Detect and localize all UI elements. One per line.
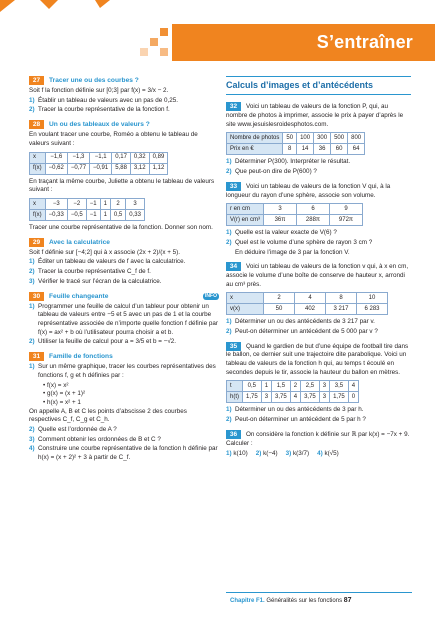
question-item: 2) Que peut-on dire de P(600) ? xyxy=(226,168,317,176)
question-item: 1) Programmer une feuille de calcul d’un tableur pour obtenir un tableau de valeurs entre −5 et 5 avec un pas de 1 et la courbe représentative associée de n’importe quelle fonction f définie par f(x) = ax² + b où l’utilisateur pourra choisir a et b. xyxy=(29,302,218,336)
exercise-text: Voici un tableau de valeurs de la fonction v qui, à x en cm, associe le volume d’une boîte de conserve de hauteur x, arrondi au cm³ près. xyxy=(226,263,409,288)
info-badge: INFO xyxy=(205,292,217,299)
part-item: 3) k(3/7) xyxy=(285,450,310,458)
parts-row xyxy=(226,450,411,459)
exercise-text: En traçant la même courbe, Juliette a obtenu le tableau de valeurs suivant : xyxy=(29,177,215,194)
exercise-30 xyxy=(29,292,219,348)
corner-decoration-top xyxy=(0,0,435,20)
bullet-item: • h(x) = x² + 1 xyxy=(43,398,81,406)
exercise-title: Famille de fonctions xyxy=(49,353,113,361)
exercise-title: Feuille changeante xyxy=(49,292,109,300)
exercise-27 xyxy=(29,76,219,115)
exercise-number: 29 xyxy=(29,238,44,247)
values-table: r en cm 3 6 9 V(r) en cm³ 36π 288π 972π xyxy=(226,203,363,226)
question-item: 3) Comment obtenir les ordonnées de B et C ? xyxy=(29,435,161,443)
values-table: x −1,6 −1,3 −1,1 0,17 0,32 0,89 f(x) −0,62 −0,77 −0,91 5,88 3,12 1,12 xyxy=(29,152,168,175)
exercise-number: 33 xyxy=(226,182,241,191)
values-table: t 0,5 1 1,5 2 2,5 3 3,5 4 h(t) 1,75 3 3,75 4 3,75 3 1,75 0 xyxy=(226,380,359,403)
question-item: 2) Peut-on déterminer un antécédent de 5 par h ? xyxy=(226,416,366,424)
part-item: 2) k(−4) xyxy=(255,450,278,458)
footer-chapter: Chapitre F1. xyxy=(230,598,265,604)
exercise-28 xyxy=(29,120,219,233)
question-item: 1) Déterminer un ou des antécédents de 3 217 par v. xyxy=(226,318,375,326)
exercise-title: Avec la calculatrice xyxy=(49,238,110,246)
exercise-text: Tracer une courbe représentative de la fonction. Donner son nom. xyxy=(29,224,213,231)
banner-bar xyxy=(172,24,435,61)
question-item: 1) Déterminer P(300). Interpréter le résultat. xyxy=(226,158,351,166)
question-item: 2) Tracer la courbe représentative C_f de f. xyxy=(29,268,151,276)
section-heading: Calculs d’images et d’antécédents xyxy=(226,76,411,95)
page-number: 87 xyxy=(343,597,352,604)
exercise-35 xyxy=(226,342,411,425)
exercise-number: 36 xyxy=(226,430,241,439)
part-item: 1) k(10) xyxy=(226,450,248,458)
exercise-text: Soit f définie sur [−4;2] qui à x associe (2x + 2)/(x + 5). xyxy=(29,248,181,256)
question-item: 1) Quelle est la valeur exacte de V(6) ? xyxy=(226,229,337,237)
bullet-item: • f(x) = x² xyxy=(43,381,69,389)
exercise-34 xyxy=(226,262,411,336)
exercise-text: En déduire l’image de 3 par la fonction V. xyxy=(235,248,350,256)
right-column xyxy=(226,76,411,464)
chapter-banner xyxy=(0,24,435,61)
question-item: 1) Établir un tableau de valeurs avec un pas de 0,25. xyxy=(29,96,179,104)
footer-rule xyxy=(226,592,412,593)
question-item: 3) Vérifier le tracé sur l’écran de la calculatrice. xyxy=(29,277,162,285)
exercise-33 xyxy=(226,182,411,257)
question-item: 2) Tracer la courbe représentative de la fonction f. xyxy=(29,106,170,114)
exercise-number: 28 xyxy=(29,120,44,129)
exercise-text: Voici un tableau de valeurs de la fonction V qui, à la longueur du rayon d’une sphère, associe son volume. xyxy=(226,182,391,199)
exercise-title: Un ou des tableaux de valeurs ? xyxy=(49,121,150,129)
question-item: 2) Peut-on déterminer un antécédent de 5 000 par v ? xyxy=(226,328,378,336)
exercise-text: Soit f la fonction définie sur [0;3] par f(x) = 3/x − 2. xyxy=(29,87,169,95)
exercise-number: 35 xyxy=(226,342,241,351)
question-item: 1) Sur un même graphique, tracer les courbes représentatives des fonctions f, g et h définies par : xyxy=(29,363,216,379)
exercise-text: Voici un tableau de valeurs de la fonction P, qui, au nombre de photos à imprimer, associe le prix à payer d’après le site www.jesuislesroidesphotos.com. xyxy=(226,103,404,128)
values-table: Nombre de photos 50 100 300 500 800 Prix en € 8 14 36 60 64 xyxy=(226,132,365,155)
question-item: 2) Quelle est l’ordonnée de A ? xyxy=(29,425,117,433)
part-item: 4) k(√5) xyxy=(317,450,339,458)
question-item: 2) Quel est le volume d’une sphère de rayon 3 cm ? xyxy=(226,238,373,246)
values-table: x −3 −2 −1 1 2 3 f(x) −0,33 −0,5 −1 1 0,5 0,33 xyxy=(29,198,145,221)
question-item: 1) Éditer un tableau de valeurs de f avec la calculatrice. xyxy=(29,258,186,266)
page-title: S’entraîner xyxy=(316,32,413,52)
exercise-text: On appelle A, B et C les points d’abscisse 2 des courbes respectives C_f, C_g et C_h. xyxy=(29,407,187,424)
exercise-text: Quand le gardien de but d’une équipe de football tire dans le ballon, ce dernier suit une trajectoire dite parabolique. Voici un tableau de valeurs de la fonction h qui, au temps t écoulé en secondes depuis le tir, associe la hauteur du ballon en mètres. xyxy=(226,342,409,376)
exercise-number: 34 xyxy=(226,262,241,271)
exercise-number: 27 xyxy=(29,76,44,85)
page-footer xyxy=(230,596,420,606)
exercise-36 xyxy=(226,430,411,459)
exercise-number: 31 xyxy=(29,352,44,361)
footer-label: Généralités sur les fonctions xyxy=(266,598,343,604)
exercise-title: Tracer une ou des courbes ? xyxy=(49,77,139,84)
bullet-item: • g(x) = (x + 1)² xyxy=(43,390,86,398)
exercise-29 xyxy=(29,238,219,287)
exercise-32 xyxy=(226,102,411,176)
question-item: 1) Déterminer un ou des antécédents de 3 par h. xyxy=(226,406,364,414)
exercise-text: En voulant tracer une courbe, Roméo a obtenu le tableau de valeurs suivant : xyxy=(29,131,198,147)
values-table: x 2 4 8 10 v(x) 50 402 3 217 6 283 xyxy=(226,292,388,315)
question-item: 4) Construire une courbe représentative de la fonction h définie par h(x) = (x + 2)² + 3 à partir de C_f. xyxy=(29,445,218,462)
exercise-number: 32 xyxy=(226,102,241,111)
exercise-number: 30 xyxy=(29,292,44,301)
question-item: 2) Utiliser la feuille de calcul pour a = 3/5 et b = −√2. xyxy=(29,338,177,346)
exercise-31 xyxy=(29,352,219,463)
left-column xyxy=(29,76,219,468)
exercise-text: On considère la fonction k définie sur ℝ par k(x) = −7x + 9. Calculer : xyxy=(226,430,410,447)
bullet-list xyxy=(29,382,219,408)
